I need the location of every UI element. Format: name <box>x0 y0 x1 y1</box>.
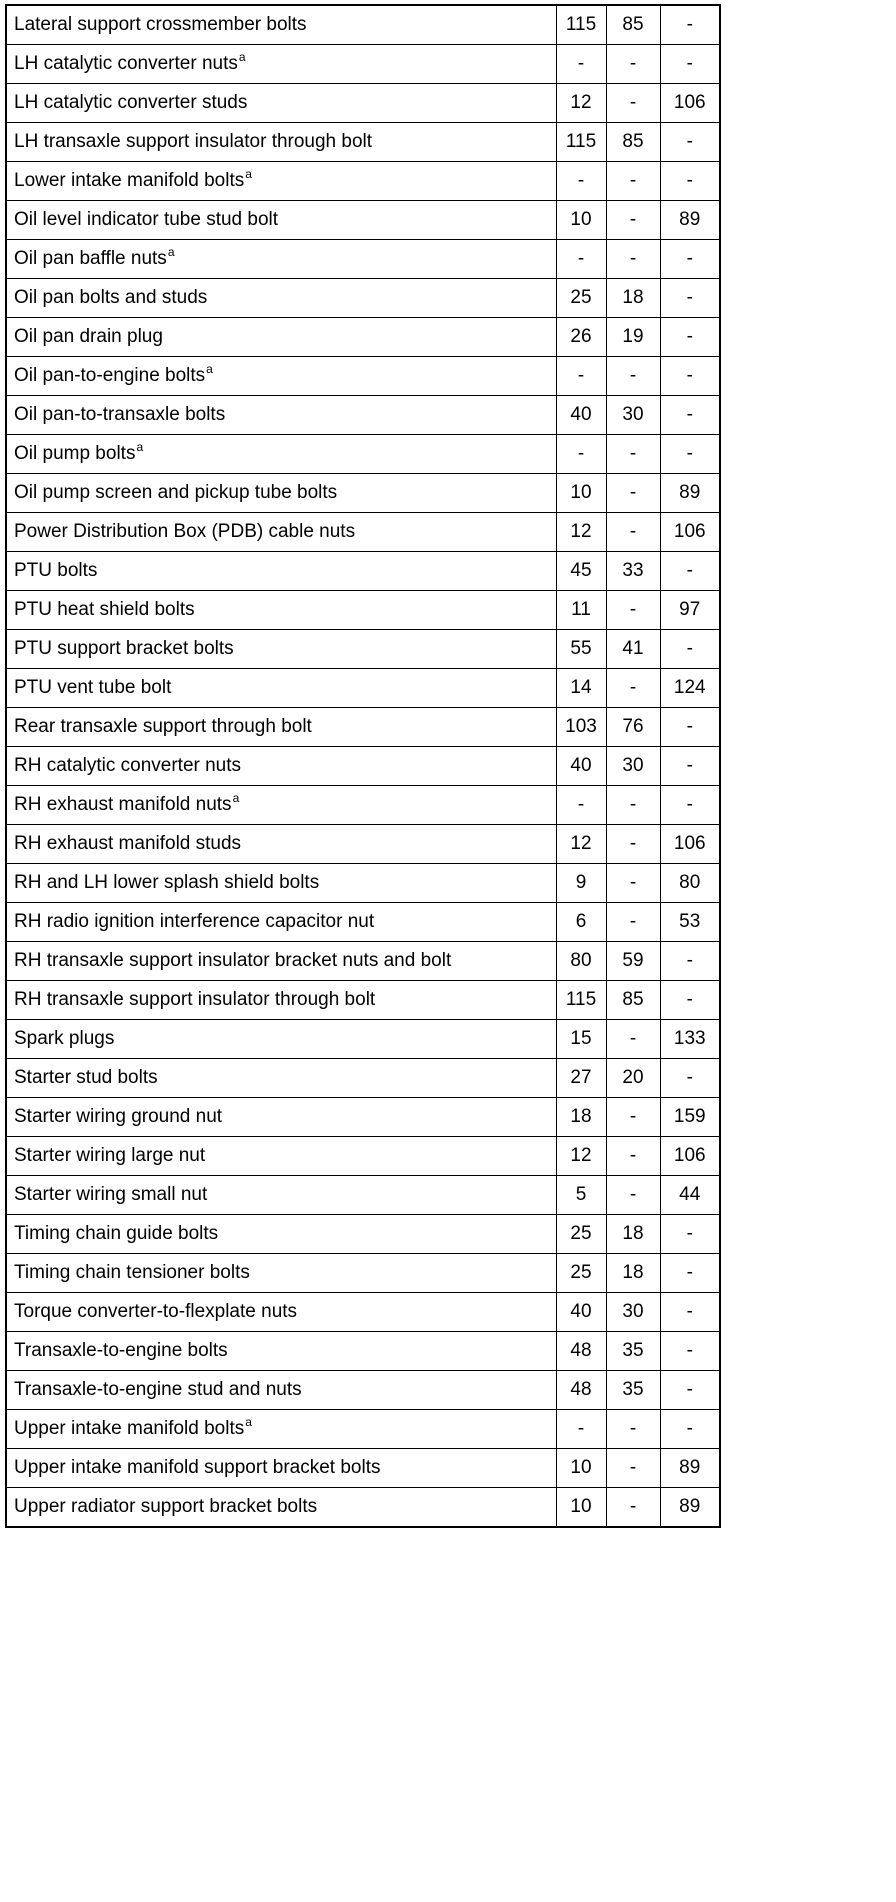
table-row <box>6 1020 720 1059</box>
lbft-value-cell: - <box>606 1176 660 1215</box>
table-row <box>6 864 720 903</box>
spec-description: Spark plugs <box>14 1028 115 1049</box>
lbft-value-cell: - <box>606 162 660 201</box>
spec-description: Torque converter-to-flexplate nuts <box>14 1301 298 1322</box>
spec-description-cell <box>6 1059 556 1098</box>
spec-description-cell <box>6 435 556 474</box>
spec-description-cell <box>6 1176 556 1215</box>
nm-value-cell: 12 <box>556 513 606 552</box>
spec-description-cell <box>6 864 556 903</box>
table-row <box>6 903 720 942</box>
table-row <box>6 513 720 552</box>
table-row <box>6 1332 720 1371</box>
lbin-value-cell: - <box>660 1059 720 1098</box>
spec-description: Transaxle-to-engine bolts <box>14 1340 228 1361</box>
spec-description-cell <box>6 903 556 942</box>
lbin-value-cell: - <box>660 357 720 396</box>
spec-description: RH exhaust manifold nuts <box>14 794 232 815</box>
torque-spec-table <box>5 4 721 1528</box>
nm-value-cell: 115 <box>556 123 606 162</box>
lbft-value-cell: 30 <box>606 396 660 435</box>
lbft-value-cell: 30 <box>606 747 660 786</box>
nm-value-cell: 5 <box>556 1176 606 1215</box>
spec-description: PTU vent tube bolt <box>14 677 172 698</box>
lbin-value-cell: - <box>660 1410 720 1449</box>
nm-value-cell: 12 <box>556 825 606 864</box>
spec-description-cell <box>6 513 556 552</box>
nm-value-cell: 40 <box>556 396 606 435</box>
spec-description-cell <box>6 786 556 825</box>
spec-description: Oil pan drain plug <box>14 326 163 347</box>
spec-description: Power Distribution Box (PDB) cable nuts <box>14 521 356 542</box>
lbft-value-cell: 76 <box>606 708 660 747</box>
nm-value-cell: 80 <box>556 942 606 981</box>
lbft-value-cell: 35 <box>606 1332 660 1371</box>
table-row <box>6 240 720 279</box>
spec-description-cell <box>6 84 556 123</box>
lbft-value-cell: - <box>606 201 660 240</box>
nm-value-cell: - <box>556 45 606 84</box>
table-row <box>6 1254 720 1293</box>
lbft-value-cell: - <box>606 435 660 474</box>
spec-description-cell <box>6 357 556 396</box>
spec-description-cell <box>6 591 556 630</box>
spec-description-cell <box>6 1449 556 1488</box>
lbft-value-cell: 33 <box>606 552 660 591</box>
lbin-value-cell: - <box>660 396 720 435</box>
spec-description: Oil pump screen and pickup tube bolts <box>14 482 338 503</box>
lbft-value-cell: - <box>606 786 660 825</box>
spec-description: PTU heat shield bolts <box>14 599 195 620</box>
spec-description: Lower intake manifold bolts <box>14 170 245 191</box>
spec-description-cell <box>6 201 556 240</box>
spec-description: Oil pan-to-transaxle bolts <box>14 404 226 425</box>
spec-description: RH radio ignition interference capacitor nut <box>14 911 375 932</box>
table-row <box>6 1449 720 1488</box>
lbft-value-cell: 35 <box>606 1371 660 1410</box>
lbin-value-cell: - <box>660 942 720 981</box>
spec-description-cell <box>6 1215 556 1254</box>
table-row <box>6 396 720 435</box>
spec-description: Upper radiator support bracket bolts <box>14 1496 318 1517</box>
table-row <box>6 1137 720 1176</box>
spec-description-cell <box>6 240 556 279</box>
spec-description: Upper intake manifold bolts <box>14 1418 245 1439</box>
nm-value-cell: 27 <box>556 1059 606 1098</box>
nm-value-cell: 10 <box>556 201 606 240</box>
table-row <box>6 201 720 240</box>
table-row <box>6 1371 720 1410</box>
table-row <box>6 669 720 708</box>
lbin-value-cell: 89 <box>660 1488 720 1528</box>
lbft-value-cell: - <box>606 513 660 552</box>
lbin-value-cell: - <box>660 45 720 84</box>
lbin-value-cell: - <box>660 1371 720 1410</box>
lbin-value-cell: 106 <box>660 825 720 864</box>
lbft-value-cell: - <box>606 240 660 279</box>
nm-value-cell: 12 <box>556 1137 606 1176</box>
table-row <box>6 123 720 162</box>
lbft-value-cell: 20 <box>606 1059 660 1098</box>
lbft-value-cell: 85 <box>606 5 660 45</box>
spec-description: Starter stud bolts <box>14 1067 158 1088</box>
lbin-value-cell: - <box>660 1293 720 1332</box>
spec-description-cell <box>6 942 556 981</box>
nm-value-cell: 48 <box>556 1371 606 1410</box>
lbin-value-cell: - <box>660 552 720 591</box>
lbin-value-cell: 53 <box>660 903 720 942</box>
footnote-marker: a <box>245 166 252 181</box>
spec-description: PTU bolts <box>14 560 98 581</box>
spec-description: Transaxle-to-engine stud and nuts <box>14 1379 302 1400</box>
table-row <box>6 708 720 747</box>
spec-description: LH catalytic converter nuts <box>14 53 238 74</box>
nm-value-cell: 48 <box>556 1332 606 1371</box>
lbin-value-cell: 44 <box>660 1176 720 1215</box>
lbft-value-cell: - <box>606 84 660 123</box>
lbft-value-cell: - <box>606 1020 660 1059</box>
nm-value-cell: - <box>556 786 606 825</box>
nm-value-cell: 18 <box>556 1098 606 1137</box>
lbin-value-cell: - <box>660 981 720 1020</box>
lbft-value-cell: - <box>606 1488 660 1528</box>
table-row <box>6 474 720 513</box>
lbin-value-cell: 89 <box>660 201 720 240</box>
lbin-value-cell: 106 <box>660 1137 720 1176</box>
lbin-value-cell: 80 <box>660 864 720 903</box>
spec-description: Starter wiring large nut <box>14 1145 206 1166</box>
nm-value-cell: 25 <box>556 1215 606 1254</box>
spec-description-cell <box>6 1293 556 1332</box>
spec-description-cell <box>6 162 556 201</box>
spec-description: Rear transaxle support through bolt <box>14 716 312 737</box>
spec-description: PTU support bracket bolts <box>14 638 234 659</box>
table-row <box>6 1293 720 1332</box>
lbin-value-cell: 133 <box>660 1020 720 1059</box>
table-row <box>6 1098 720 1137</box>
lbft-value-cell: - <box>606 474 660 513</box>
spec-description: Timing chain guide bolts <box>14 1223 219 1244</box>
lbin-value-cell: - <box>660 1215 720 1254</box>
lbft-value-cell: 18 <box>606 1215 660 1254</box>
lbft-value-cell: 59 <box>606 942 660 981</box>
spec-description-cell <box>6 1410 556 1449</box>
lbft-value-cell: 19 <box>606 318 660 357</box>
nm-value-cell: 115 <box>556 981 606 1020</box>
table-row <box>6 825 720 864</box>
footnote-marker: a <box>238 49 246 64</box>
nm-value-cell: 26 <box>556 318 606 357</box>
nm-value-cell: 15 <box>556 1020 606 1059</box>
spec-description-cell <box>6 825 556 864</box>
spec-description-cell <box>6 396 556 435</box>
lbin-value-cell: 106 <box>660 84 720 123</box>
lbft-value-cell: 30 <box>606 1293 660 1332</box>
spec-description: RH exhaust manifold studs <box>14 833 242 854</box>
table-row <box>6 435 720 474</box>
nm-value-cell: 40 <box>556 747 606 786</box>
lbin-value-cell: - <box>660 162 720 201</box>
lbin-value-cell: 97 <box>660 591 720 630</box>
nm-value-cell: 10 <box>556 474 606 513</box>
nm-value-cell: - <box>556 435 606 474</box>
spec-description: RH transaxle support insulator through bolt <box>14 989 376 1010</box>
lbft-value-cell: - <box>606 669 660 708</box>
lbft-value-cell: - <box>606 1410 660 1449</box>
lbft-value-cell: - <box>606 45 660 84</box>
spec-description-cell <box>6 630 556 669</box>
table-row <box>6 1410 720 1449</box>
spec-description: Starter wiring ground nut <box>14 1106 223 1127</box>
lbin-value-cell: - <box>660 1332 720 1371</box>
lbin-value-cell: - <box>660 123 720 162</box>
lbft-value-cell: - <box>606 357 660 396</box>
lbft-value-cell: 18 <box>606 279 660 318</box>
nm-value-cell: 25 <box>556 1254 606 1293</box>
table-row <box>6 318 720 357</box>
spec-description: Oil pan-to-engine bolts <box>14 365 206 386</box>
table-row <box>6 357 720 396</box>
table-row <box>6 1059 720 1098</box>
spec-description-cell <box>6 1254 556 1293</box>
nm-value-cell: - <box>556 1410 606 1449</box>
lbin-value-cell: - <box>660 240 720 279</box>
spec-description-cell <box>6 5 556 45</box>
table-row <box>6 747 720 786</box>
lbft-value-cell: - <box>606 903 660 942</box>
spec-description: RH and LH lower splash shield bolts <box>14 872 320 893</box>
torque-spec-rows <box>6 5 720 1527</box>
lbft-value-cell: - <box>606 1137 660 1176</box>
nm-value-cell: 115 <box>556 5 606 45</box>
table-row <box>6 1176 720 1215</box>
nm-value-cell: 45 <box>556 552 606 591</box>
spec-description: LH transaxle support insulator through bolt <box>14 131 373 152</box>
lbin-value-cell: - <box>660 435 720 474</box>
spec-description: RH catalytic converter nuts <box>14 755 242 776</box>
table-row <box>6 45 720 84</box>
lbin-value-cell: - <box>660 747 720 786</box>
lbft-value-cell: - <box>606 864 660 903</box>
spec-description: Lateral support crossmember bolts <box>14 14 307 35</box>
nm-value-cell: 55 <box>556 630 606 669</box>
spec-description: Oil pan bolts and studs <box>14 287 208 308</box>
lbin-value-cell: - <box>660 708 720 747</box>
footnote-marker: a <box>136 439 144 454</box>
lbin-value-cell: 89 <box>660 474 720 513</box>
table-row <box>6 786 720 825</box>
lbft-value-cell: 85 <box>606 123 660 162</box>
nm-value-cell: 11 <box>556 591 606 630</box>
lbin-value-cell: - <box>660 630 720 669</box>
spec-description-cell <box>6 708 556 747</box>
spec-description: Starter wiring small nut <box>14 1184 208 1205</box>
table-row <box>6 981 720 1020</box>
footnote-marker: a <box>232 790 240 805</box>
table-row <box>6 1488 720 1528</box>
spec-description-cell <box>6 279 556 318</box>
spec-description: Timing chain tensioner bolts <box>14 1262 250 1283</box>
lbft-value-cell: - <box>606 591 660 630</box>
spec-description-cell <box>6 1137 556 1176</box>
lbft-value-cell: 41 <box>606 630 660 669</box>
spec-description-cell <box>6 1371 556 1410</box>
spec-description-cell <box>6 1098 556 1137</box>
spec-description-cell <box>6 45 556 84</box>
spec-description: Upper intake manifold support bracket bolts <box>14 1457 381 1478</box>
lbin-value-cell: - <box>660 318 720 357</box>
nm-value-cell: - <box>556 357 606 396</box>
nm-value-cell: 10 <box>556 1449 606 1488</box>
spec-description-cell <box>6 1020 556 1059</box>
table-row <box>6 591 720 630</box>
table-row <box>6 630 720 669</box>
nm-value-cell: - <box>556 162 606 201</box>
nm-value-cell: 40 <box>556 1293 606 1332</box>
table-row <box>6 1215 720 1254</box>
spec-description-cell <box>6 981 556 1020</box>
spec-description: RH transaxle support insulator bracket nuts and bolt <box>14 950 452 971</box>
lbft-value-cell: - <box>606 1098 660 1137</box>
spec-description-cell <box>6 123 556 162</box>
nm-value-cell: 6 <box>556 903 606 942</box>
footnote-marker: a <box>206 361 213 376</box>
lbft-value-cell: 85 <box>606 981 660 1020</box>
table-row <box>6 552 720 591</box>
table-row <box>6 5 720 45</box>
spec-description-cell <box>6 747 556 786</box>
lbin-value-cell: 159 <box>660 1098 720 1137</box>
spec-description: Oil level indicator tube stud bolt <box>14 209 279 230</box>
table-row <box>6 942 720 981</box>
spec-description: Oil pan baffle nuts <box>14 248 167 269</box>
lbin-value-cell: - <box>660 786 720 825</box>
spec-description: LH catalytic converter studs <box>14 92 248 113</box>
lbft-value-cell: - <box>606 825 660 864</box>
table-row <box>6 84 720 123</box>
lbin-value-cell: 124 <box>660 669 720 708</box>
lbin-value-cell: - <box>660 1254 720 1293</box>
spec-description-cell <box>6 474 556 513</box>
spec-description-cell <box>6 669 556 708</box>
nm-value-cell: 103 <box>556 708 606 747</box>
spec-description-cell <box>6 1332 556 1371</box>
footnote-marker: a <box>167 244 175 259</box>
nm-value-cell: - <box>556 240 606 279</box>
lbft-value-cell: - <box>606 1449 660 1488</box>
lbin-value-cell: 106 <box>660 513 720 552</box>
nm-value-cell: 9 <box>556 864 606 903</box>
nm-value-cell: 12 <box>556 84 606 123</box>
nm-value-cell: 14 <box>556 669 606 708</box>
spec-description-cell <box>6 552 556 591</box>
spec-description: Oil pump bolts <box>14 443 136 464</box>
table-row <box>6 162 720 201</box>
lbin-value-cell: - <box>660 279 720 318</box>
table-row <box>6 279 720 318</box>
spec-description-cell <box>6 318 556 357</box>
nm-value-cell: 25 <box>556 279 606 318</box>
nm-value-cell: 10 <box>556 1488 606 1528</box>
footnote-marker: a <box>245 1414 252 1429</box>
lbin-value-cell: - <box>660 5 720 45</box>
lbft-value-cell: 18 <box>606 1254 660 1293</box>
spec-description-cell <box>6 1488 556 1528</box>
lbin-value-cell: 89 <box>660 1449 720 1488</box>
